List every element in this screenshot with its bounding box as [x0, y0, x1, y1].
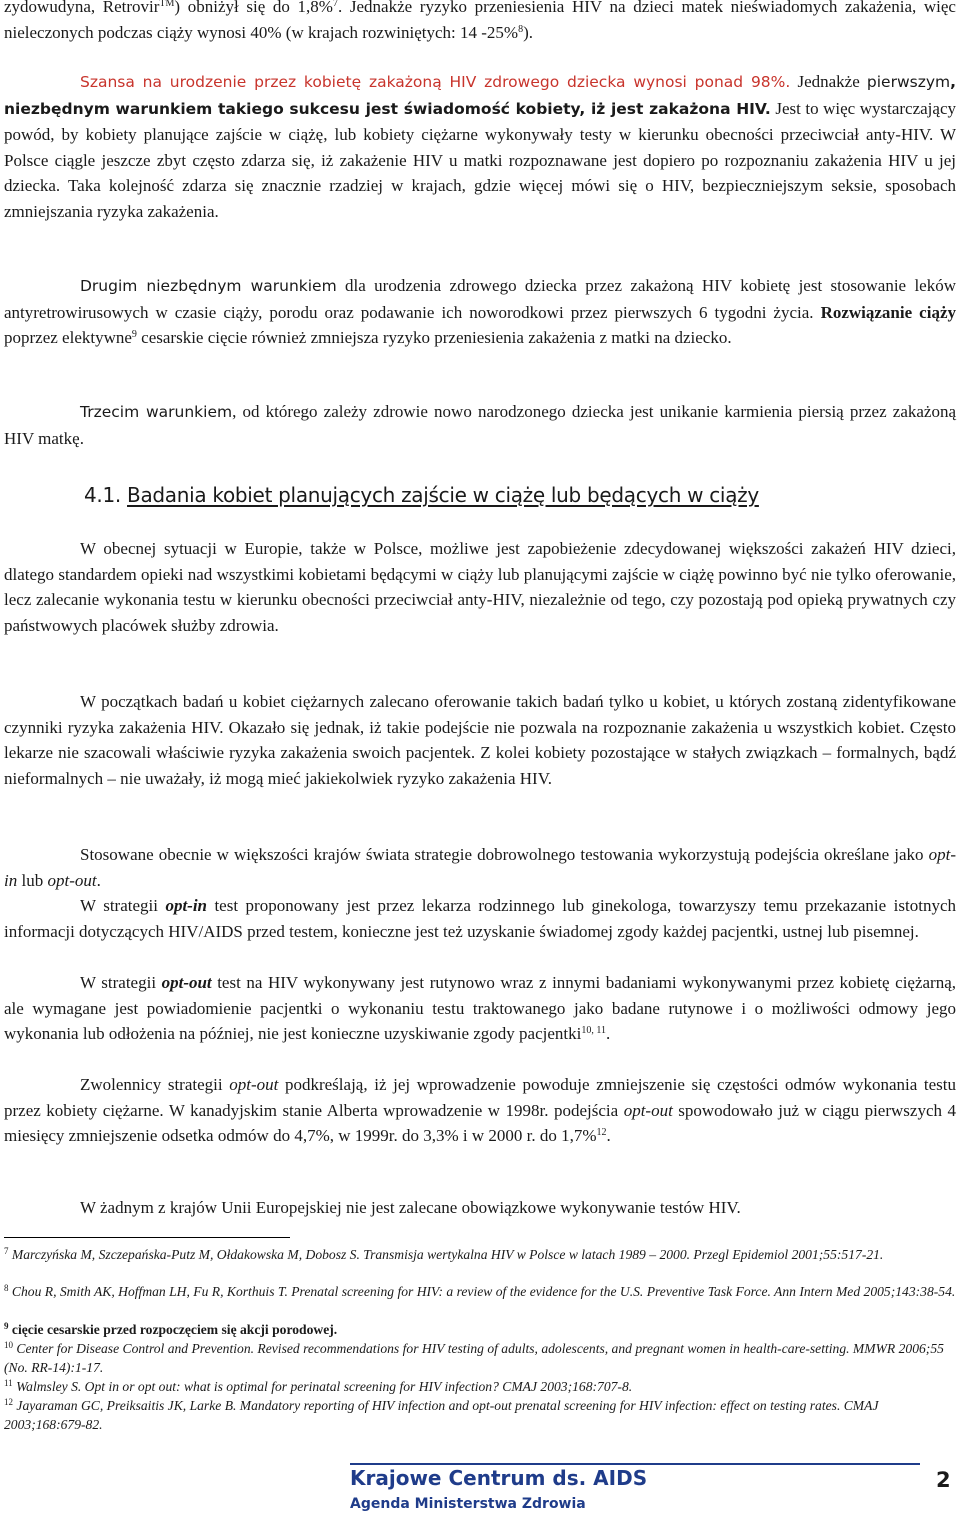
paragraph-text: Jest to więc wystarczający powód, by kobiety planujące zajście w ciążę, lub kobiety ciężarne wykonywały testy w kierunku obecności przeciwciał anty-HIV. W Polsce ciągle jeszcze zbyt często zdarza się, iż zakażenie HIV u matki rozpoznawane jest dopiero po rozpoznaniu zakażenia HIV u jej dziecka. Taka kolejność zdarza się znacznie rzadziej w krajach, gdzie więcej mówi się o HIV, bezpieczniejszym seksie, sposobach zmniejszania ryzyka zakażenia.: [4, 98, 956, 221]
footnote-separator: [4, 1237, 290, 1238]
footnote-text: Marczyńska M, Szczepańska-Putz M, Ołdakowska M, Dobosz S. Transmisja wertykalna HIV w Polsce w latach 1989 – 2000. Przegl Epidemiol 2001;55:517-21.: [11, 1247, 884, 1262]
term-opt-out: opt-out: [229, 1075, 279, 1094]
intro-text: ) obniżył się do 1,8%: [174, 0, 333, 16]
paragraph-text: dla urodzenia zdrowego dziecka przez zakażoną HIV kobietę jest stosowanie leków antyretrowirusowych w czasie ciąży, porodu oraz podawanie ich noworodkowi przez pierwszych 6 tygodni życia.: [4, 276, 956, 322]
footnote-number: 9: [4, 1321, 9, 1331]
paragraph-supporters: [4, 1072, 956, 1149]
term-opt-in: opt-in: [4, 845, 956, 890]
footnote-number: 8: [4, 1283, 9, 1293]
term-opt-in: opt-in: [165, 896, 207, 915]
keyword-second: Drugim: [80, 277, 138, 295]
footnote-number: 11: [4, 1378, 13, 1388]
footnote-text: Center for Disease Control and Prevention. Revised recommendations for HIV testing of adults, adolescents, and pregnant women in health-care-setting. MMWR 2006;55 (No. RR-14):1-17.: [4, 1341, 944, 1375]
footnote-text: Walmsley S. Opt in or opt out: what is optimal for perinatal screening for HIV infection? CMAJ 2003;168:707-8.: [16, 1379, 633, 1394]
paragraph-opt-in: [4, 893, 956, 944]
intro-text: . Jednakże ryzyko przeniesienia HIV na dzieci matek nieświadomych zakażenia, więc nieleczonych podczas ciąży wynosi 40% (w krajach rozwiniętych: 14 -25%: [4, 0, 956, 42]
term-opt-out: opt-out: [623, 1100, 673, 1120]
footnote-text: Jayaraman GC, Preiksaitis JK, Larke B. Mandatory reporting of HIV infection and opt-out prenatal screening for HIV infection: effect on testing rates. CMAJ 2003;168:679-82.: [4, 1398, 879, 1432]
paragraph-text: Stosowane obecnie w większości krajów świata strategie dobrowolnego testowania wykorzystują podejścia określane jako: [80, 845, 929, 864]
footnote-ref-7: 7: [332, 0, 338, 9]
footnote-text: Chou R, Smith AK, Hoffman LH, Fu R, Korthuis T. Prenatal screening for HIV: a review of the evidence for the U.S. Preventive Task Force. Ann Intern Med 2005;143:38-54.: [11, 1284, 956, 1299]
keyword-third: Trzecim: [80, 403, 140, 421]
paragraph-opt-out: [4, 970, 956, 1047]
footer-organization: Krajowe Centrum ds. AIDS: [350, 1466, 648, 1490]
paragraph-text: W strategii: [80, 896, 166, 915]
paragraph-strategies: [4, 842, 956, 893]
highlight-red-sentence: Szansa na urodzenie przez kobietę zakażoną HIV zdrowego dziecka wynosi ponad 98%.: [80, 73, 791, 91]
paragraph-europe: W obecnej sytuacji w Europie, także w Polsce, możliwe jest zapobieżenie zdecydowanej większości zakażeń HIV dzieci, dlatego standardem opieki nad wszystkimi kobietami będącymi w ciąży lub planującymi zajście w ciążę powinno być nie tylko oferowanie, lecz zalecanie wykonania testu w kierunku obecności przeciwciał anty-HIV, niezależnie od tego, czy pozostają pod opieką prywatnych czy państwowych placówek służby zdrowia.: [4, 539, 956, 635]
intro-text: ).: [523, 22, 533, 42]
footnote-number: 10: [4, 1340, 13, 1350]
footnote-10: [4, 1340, 956, 1377]
paragraph-history: W początkach badań u kobiet ciężarnych zalecano oferowanie takich badań tylko u kobiet, u których zostaną zidentyfikowane czynniki ryzyka zakażenia HIV. Okazało się jednak, iż takie podejście nie pozwala na rozpoznanie zakażenia u wszystkich kobiet. Często lekarze nie szacowali właściwie ryzyka zakażenia swoich pacjentek. Z kolei kobiety pozostające w stałych związkach – formalnych, bądź nieformalnych – nie uważały, iż mogą mieć jakiekolwiek ryzyko zakażenia HIV.: [4, 692, 956, 788]
paragraph-text: poprzez elektywne: [4, 328, 132, 348]
footnote-number: 12: [4, 1397, 13, 1407]
paragraph-text: Zwolennicy strategii: [80, 1075, 230, 1094]
paragraph-text: .: [606, 1126, 611, 1146]
keyword-condition: warunkiem: [139, 403, 233, 421]
paragraph-text: spowodowało już w ciągu pierwszych 4 miesięcy zmniejszenie odsetka odmów do 4,7%, w 1999r. do 3,3% i w 2000 r. do 1,7%: [4, 1100, 956, 1146]
footer-agency: Agenda Ministerstwa Zdrowia: [350, 1496, 586, 1512]
footnote-11: [4, 1378, 956, 1397]
section-number: 4.1.: [84, 483, 121, 507]
footnote-12: [4, 1397, 956, 1434]
footnote-ref-8: 8: [518, 23, 524, 35]
paragraph-text: Jednakże: [790, 72, 867, 91]
page-number: 2: [936, 1468, 951, 1492]
section-heading: [84, 483, 759, 507]
paragraph-text: lub: [17, 870, 48, 890]
footnote-ref-12: 12: [596, 1127, 607, 1139]
section-title: Badania kobiet planujących zajście w ciążę lub będących w ciąży: [127, 483, 759, 507]
paragraph-text: cesarskie cięcie również zmniejsza ryzyko przeniesienia zakażenia z matki na dziecko.: [136, 328, 732, 348]
footer-rule: [350, 1463, 920, 1465]
footnote-8: [4, 1283, 956, 1302]
keyword-condition: niezbędnym warunkiem: [137, 277, 337, 295]
paragraph-chance: [4, 69, 956, 225]
paragraph-text: W strategii: [80, 973, 162, 992]
paragraph-text: test proponowany jest przez lekarza rodzinnego lub ginekologa, towarzyszy temu przekazanie istotnych informacji dotyczących HIV/AIDS przed testem, konieczne jest też uzyskanie świadomej zgody każdej pacjentki, ustnej lub pisemnej.: [4, 896, 956, 941]
paragraph-text: .: [605, 1024, 611, 1044]
keyword-resolution: Rozwiązanie ciąży: [820, 302, 956, 322]
paragraph-text: , od którego zależy zdrowie nowo narodzonego dziecka jest unikanie karmienia piersią przez zakażoną HIV matkę.: [4, 402, 956, 448]
paragraph-eu: W żadnym z krajów Unii Europejskiej nie jest zalecane obowiązkowe wykonywanie testów HIV.: [80, 1198, 741, 1217]
paragraph-text: podkreślają, iż jej wprowadzenie powoduje zmniejszenie się częstości odmów wykonania testu przez kobiety ciężarne. W kanadyjskim stanie Alberta wprowadzenie w 1998r. podejścia: [4, 1075, 956, 1120]
paragraph-third-condition: [4, 399, 956, 451]
footnote-9: [4, 1321, 956, 1340]
paragraph-second-condition: [4, 273, 956, 351]
intro-text: zydowudyna, Retrovir: [4, 0, 160, 16]
paragraph-text: .: [96, 870, 101, 890]
trademark-sup: TM: [159, 0, 175, 9]
paragraph-text: test na HIV wykonywany jest rutynowo wraz z innymi badaniami wykonywanymi przez kobietę ciężarną, ale wymagane jest powiadomienie pacjentki o wykonaniu testu traktowanego jako badane rutynowe i o możliwości odmowy jego wykonania lub odłożenia na później, nie jest konieczne uzyskiwanie zgody pacjentki: [4, 973, 957, 1044]
footnote-ref-9: 9: [131, 329, 137, 341]
intro-paragraph: [4, 0, 956, 45]
term-opt-out: opt-out: [161, 973, 212, 992]
footnote-text: cięcie cesarskie przed rozpoczęciem się akcji porodowej.: [11, 1322, 338, 1337]
footnote-7: [4, 1246, 956, 1265]
key-condition-bold: , niezbędnym warunkiem takiego sukcesu jest świadomość kobiety, iż jest zakażona HIV.: [4, 73, 956, 118]
footnote-number: 7: [4, 1246, 9, 1256]
term-opt-out: opt-out: [47, 870, 97, 890]
footnote-ref-10-11: 10, 11: [581, 1025, 606, 1037]
keyword-first: pierwszym: [866, 73, 951, 91]
